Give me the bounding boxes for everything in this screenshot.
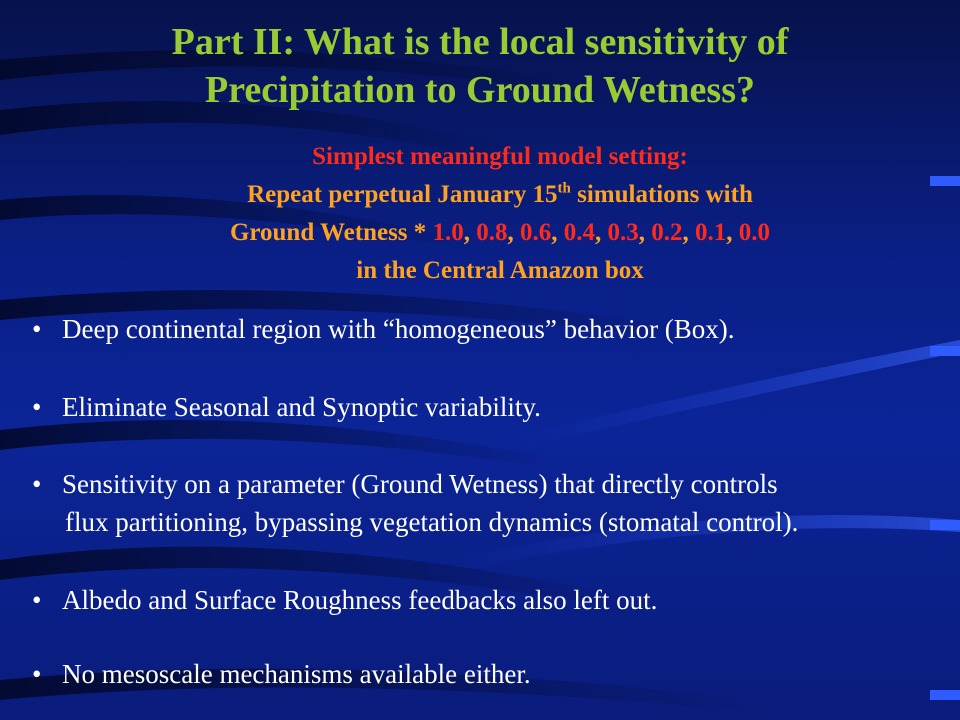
ground-wetness-value: 0.6 [520, 219, 552, 246]
bullet-dot: • [32, 659, 42, 689]
value-separator: , [507, 219, 521, 246]
bullet-text: Albedo and Surface Roughness feedbacks also left out. [62, 585, 658, 615]
value-separator: , [595, 219, 608, 246]
ground-wetness-values [433, 219, 771, 246]
bullet-text: No mesoscale mechanisms available either. [62, 659, 531, 689]
ground-wetness-value: 0.4 [563, 219, 596, 246]
dark-streak [0, 420, 560, 470]
subtitle-block [0, 138, 960, 290]
value-separator: , [551, 219, 564, 246]
subtitle-line-2-tail: simulations with [570, 181, 753, 208]
value-separator: , [463, 219, 477, 246]
subtitle-line-3 [0, 214, 960, 252]
bullet-text-continuation: flux partitioning, bypassing vegetation dynamics (stomatal control). [65, 507, 799, 537]
ground-wetness-value: 0.0 [738, 219, 771, 246]
edge-dash [930, 690, 960, 700]
subtitle-superscript: th [557, 180, 571, 197]
subtitle-line-1: Simplest meaningful model setting: [312, 143, 688, 170]
bullet-text: Sensitivity on a parameter (Ground Wetness) that directly controls [62, 469, 778, 499]
edge-dash [930, 346, 960, 356]
ground-wetness-value: 0.8 [476, 219, 508, 246]
bullet-dot: • [32, 469, 42, 499]
bullet-dot: • [32, 392, 42, 422]
light-streak [500, 340, 960, 452]
ground-wetness-value: 0.1 [695, 219, 727, 246]
title-line-2: Precipitation to Ground Wetness? [205, 69, 755, 111]
bullet-dot: • [32, 585, 42, 615]
title-line-1: Part II: What is the local sensitivity of [171, 21, 789, 63]
bullet-text: Deep continental region with “homogeneous” behavior (Box). [62, 314, 735, 344]
value-separator: , [682, 219, 696, 246]
ground-wetness-value: 0.3 [607, 219, 639, 246]
subtitle-line-4: in the Central Amazon box [356, 257, 644, 284]
ground-wetness-value: 1.0 [432, 219, 464, 246]
value-separator: , [726, 219, 739, 246]
subtitle-line-2-text: Repeat perpetual January 15 [247, 181, 558, 208]
subtitle-line-3-prefix: Ground Wetness * [229, 219, 433, 246]
slide-title [0, 18, 960, 114]
bullet-dot: • [32, 314, 42, 344]
ground-wetness-value: 0.2 [651, 219, 683, 246]
value-separator: , [638, 219, 652, 246]
bullet-text: Eliminate Seasonal and Synoptic variability. [62, 392, 541, 422]
edge-dash [930, 520, 960, 530]
subtitle-line-2 [0, 176, 960, 214]
